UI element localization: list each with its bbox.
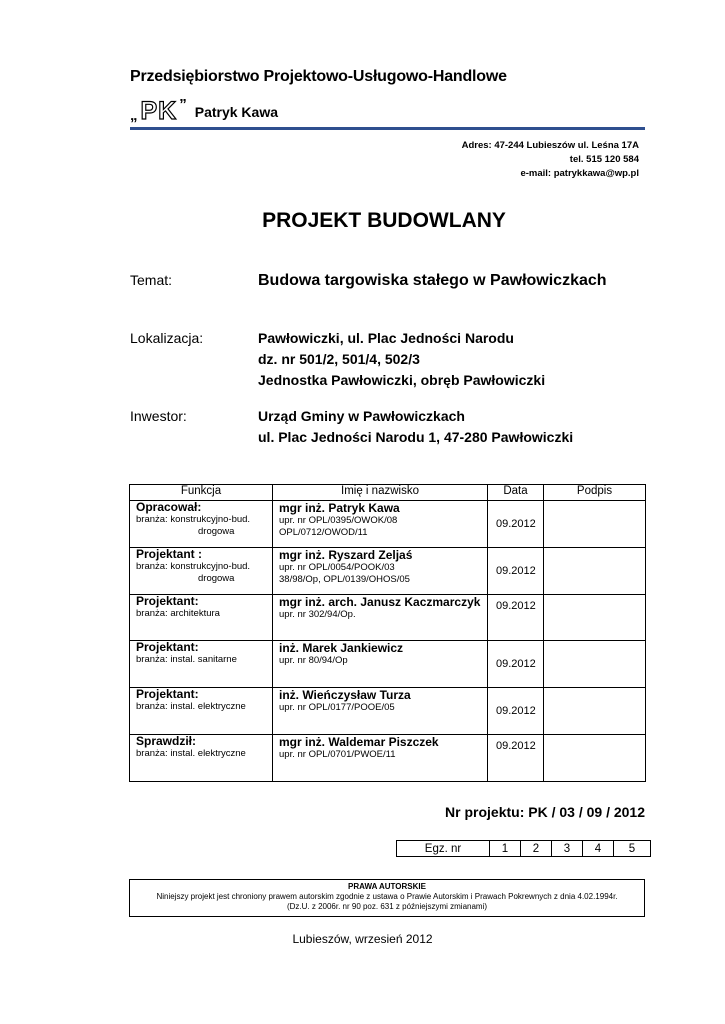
- table-row: [130, 641, 646, 688]
- phone: tel. 515 120 584: [569, 154, 639, 165]
- date-cell: 09.2012: [488, 501, 544, 548]
- investor-value: [258, 406, 573, 448]
- table-header-row: [130, 485, 646, 501]
- table-row: [130, 548, 646, 595]
- function-cell: [130, 501, 273, 548]
- column-header-date: Data: [488, 485, 544, 501]
- role: Projektant:: [136, 594, 199, 608]
- role: Projektant:: [136, 640, 199, 654]
- date-cell: 09.2012: [488, 641, 544, 688]
- topic-value: Budowa targowiska stałego w Pawłowiczkach: [258, 272, 607, 289]
- name-cell: [273, 688, 488, 735]
- copyright-title: PRAWA AUTORSKIE: [348, 882, 426, 891]
- person-name: mgr inż. Ryszard Zeljaś: [279, 548, 413, 562]
- branch: branża: instal. sanitarne: [136, 654, 237, 665]
- role: Projektant :: [136, 547, 203, 561]
- column-header-name: Imię i nazwisko: [273, 485, 488, 501]
- signature-cell: [544, 548, 646, 595]
- topic-label: Temat:: [130, 272, 173, 288]
- permit: upr. nr OPL/0701/PWOE/11: [279, 749, 396, 760]
- branch: branża: instal. elektryczne: [136, 748, 246, 759]
- address: Adres: 47-244 Lubieszów ul. Leśna 17A: [461, 140, 639, 151]
- permit: upr. nr 302/94/Op.: [279, 609, 356, 620]
- investor-line: Urząd Gminy w Pawłowiczkach: [258, 408, 465, 424]
- email: e-mail: patrykkawa@wp.pl: [520, 168, 639, 179]
- name-cell: [273, 501, 488, 548]
- pk-logo: PK: [140, 97, 178, 125]
- permit: OPL/0712/OWOD/11: [279, 527, 368, 538]
- function-cell: [130, 595, 273, 641]
- signature-cell: [544, 595, 646, 641]
- role: Sprawdził:: [136, 734, 197, 748]
- table-row: [130, 595, 646, 641]
- investor-line: ul. Plac Jedności Narodu 1, 47-280 Pawłowiczki: [258, 429, 574, 445]
- copy-number-table: [396, 840, 651, 857]
- name-cell: [273, 735, 488, 782]
- function-cell: [130, 548, 273, 595]
- date-cell: 09.2012: [488, 595, 544, 641]
- copy-number: 1: [490, 841, 521, 857]
- column-header-signature: Podpis: [544, 485, 646, 501]
- role: Opracował:: [136, 500, 202, 514]
- permit: upr. nr 80/94/Op: [279, 655, 348, 666]
- copy-number: 2: [521, 841, 552, 857]
- document-title: PROJEKT BUDOWLANY: [262, 209, 506, 232]
- copy-label: Egz. nr: [397, 841, 490, 857]
- person-name: inż. Wieńczysław Turza: [279, 688, 411, 702]
- branch-continued: drogowa: [198, 573, 235, 584]
- copyright-reference: (Dz.U. z 2006r. nr 90 poz. 631 z późniejszymi zmianami): [286, 902, 488, 911]
- column-header-function: Funkcja: [130, 485, 273, 501]
- name-cell: [273, 595, 488, 641]
- date-cell: 09.2012: [488, 735, 544, 782]
- name-cell: [273, 641, 488, 688]
- date-cell: 09.2012: [488, 548, 544, 595]
- role: Projektant:: [136, 687, 199, 701]
- location-line: Jednostka Pawłowiczki, obręb Pawłowiczki: [258, 372, 546, 388]
- branch-continued: drogowa: [198, 526, 235, 537]
- copyright-notice: [129, 879, 645, 917]
- logo-close-quote: ”: [179, 96, 187, 113]
- project-number: Nr projektu: PK / 03 / 09 / 2012: [445, 804, 645, 820]
- investor-label: Inwestor:: [130, 408, 187, 424]
- permit: upr. nr OPL/0395/OWOK/08: [279, 515, 398, 526]
- location-value: [258, 328, 545, 391]
- date-cell: 09.2012: [488, 688, 544, 735]
- branch: branża: konstrukcyjno-bud.: [136, 561, 251, 572]
- table-row: [130, 501, 646, 548]
- function-cell: [130, 688, 273, 735]
- location-line: Pawłowiczki, ul. Plac Jedności Narodu: [258, 330, 514, 346]
- permit: upr. nr OPL/0177/POOE/05: [279, 702, 395, 713]
- place-date: Lubieszów, wrzesień 2012: [292, 932, 433, 946]
- person-name: mgr inż. Waldemar Piszczek: [279, 735, 439, 749]
- person-name: mgr inż. arch. Janusz Kaczmarczyk: [279, 595, 481, 609]
- copy-number: 3: [552, 841, 583, 857]
- header-divider: [130, 127, 645, 130]
- signature-cell: [544, 735, 646, 782]
- branch: branża: instal. elektryczne: [136, 701, 246, 712]
- location-label: Lokalizacja:: [130, 330, 204, 346]
- person-name: inż. Marek Jankiewicz: [279, 641, 404, 655]
- table-row: [130, 735, 646, 782]
- company-name: Przedsiębiorstwo Projektowo-Usługowo-Handlowe: [130, 68, 507, 85]
- branch: branża: konstrukcyjno-bud.: [136, 514, 251, 525]
- branch: branża: architektura: [136, 608, 220, 619]
- permit: 38/98/Op, OPL/0139/OHOS/05: [279, 574, 410, 585]
- signature-cell: [544, 688, 646, 735]
- permit: upr. nr OPL/0054/POOK/03: [279, 562, 395, 573]
- owner-name: Patryk Kawa: [194, 104, 279, 120]
- function-cell: [130, 641, 273, 688]
- design-team-table: [129, 484, 646, 782]
- signature-cell: [544, 641, 646, 688]
- table-row: [130, 688, 646, 735]
- person-name: mgr inż. Patryk Kawa: [279, 501, 400, 515]
- contact-block: [462, 139, 639, 181]
- signature-cell: [544, 501, 646, 548]
- name-cell: [273, 548, 488, 595]
- copyright-text: Niniejszy projekt jest chroniony prawem autorskim zgodnie z ustawa o Prawie Autorskim i Prawach Pokrewnych z dnia 4.02.1994r.: [156, 892, 618, 901]
- location-line: dz. nr 501/2, 501/4, 502/3: [258, 351, 420, 367]
- logo-open-quote: „: [130, 107, 138, 124]
- company-logo-line: [130, 95, 278, 123]
- copy-number: 4: [583, 841, 614, 857]
- function-cell: [130, 735, 273, 782]
- copy-number: 5: [614, 841, 651, 857]
